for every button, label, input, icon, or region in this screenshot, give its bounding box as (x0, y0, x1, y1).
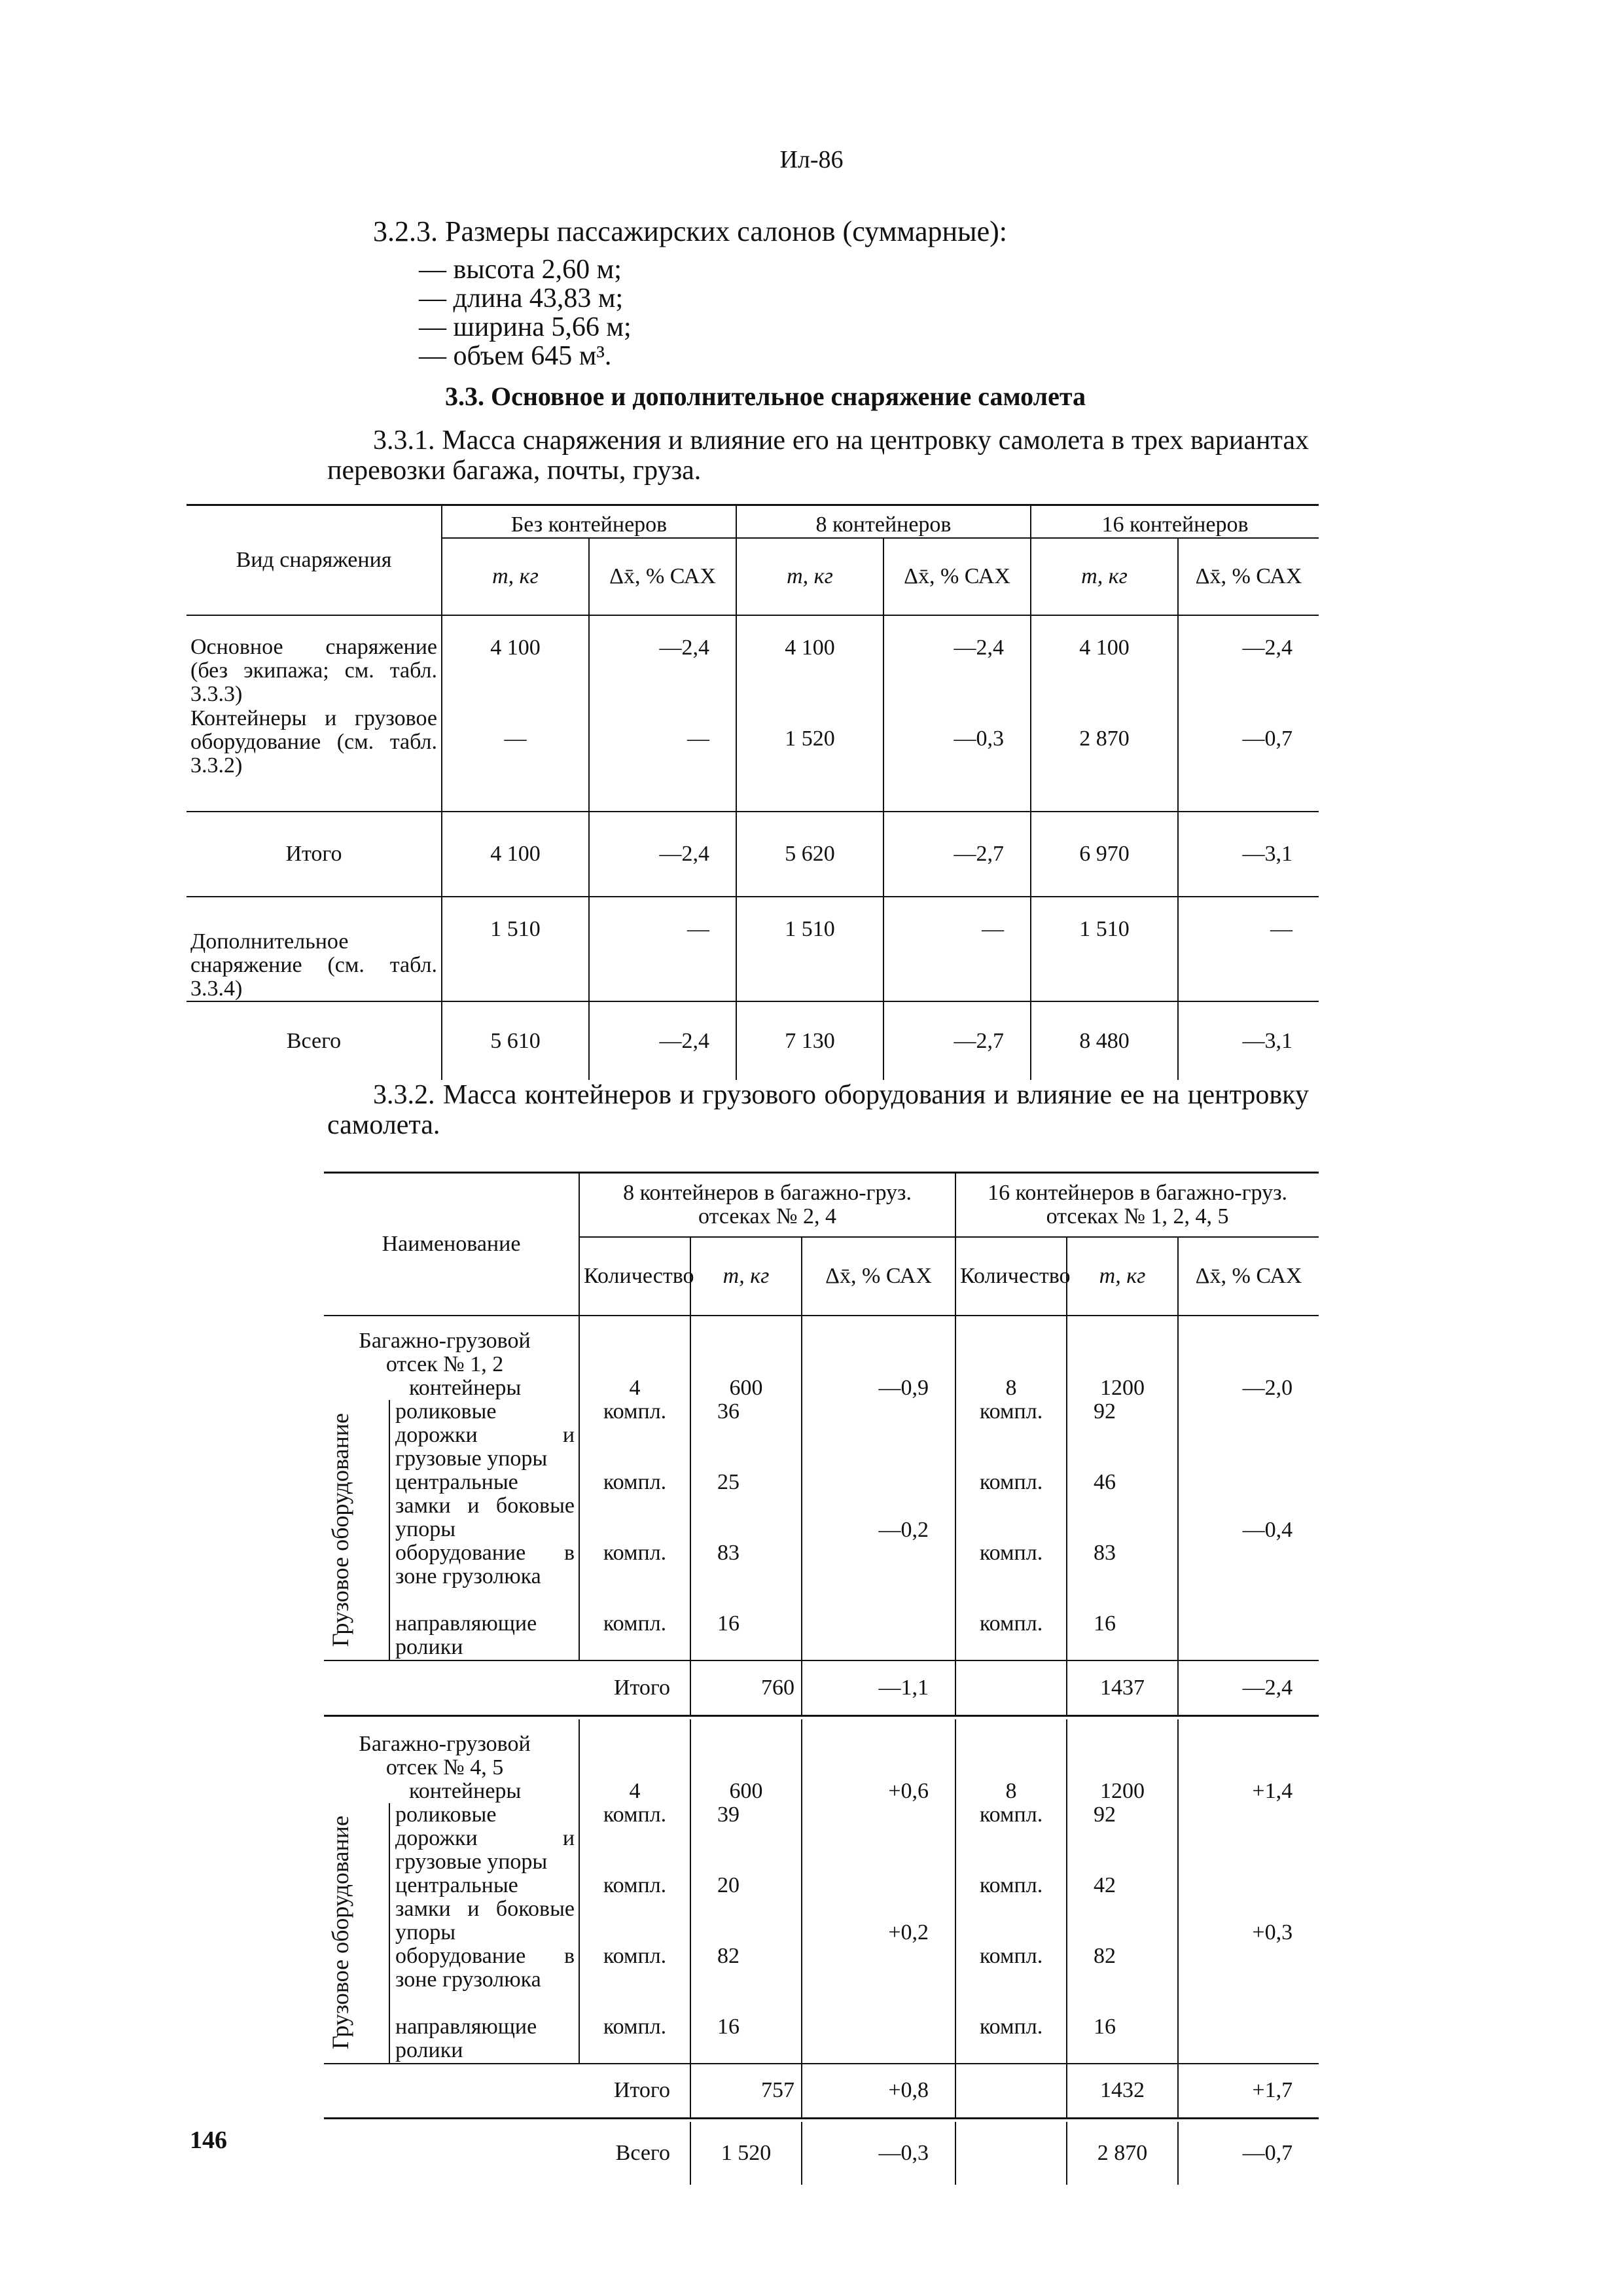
table-row (324, 1376, 1319, 1400)
row-label: Итого (285, 842, 342, 866)
dx-value: —0,9 (802, 1376, 955, 1400)
mass-value: 1 510 (736, 897, 883, 1001)
qty-value: 8 (955, 1376, 1067, 1400)
qty-value: компл. (579, 1400, 690, 1471)
dx-value: — (1178, 897, 1319, 1001)
sub-header-mass: m, кг (736, 538, 883, 615)
qty-value: компл. (579, 1471, 690, 1541)
sub-header-mass: m, кг (1031, 538, 1178, 615)
spec-item: — ширина 5,66 м; (419, 313, 632, 342)
table-row (187, 1001, 1319, 1080)
mass-value: 1437 (1067, 1660, 1178, 1715)
qty-value: компл. (955, 2015, 1067, 2064)
equipment-dx-value: —0,4 (1242, 1517, 1293, 1542)
equipment-item-label: оборудование в зоне грузолюка (389, 1541, 579, 1612)
mass-value: 16 (690, 1612, 802, 1660)
mass-value: 760 (690, 1660, 802, 1715)
mass-value: 83 (1067, 1541, 1178, 1612)
equipment-item-label: оборудование в зоне грузолюка (389, 1945, 579, 2015)
qty-value: компл. (579, 1874, 690, 1945)
row-label: Дополнительное снаряжение (см. табл. 3.3.4) (190, 929, 437, 1001)
qty-value: компл. (955, 1612, 1067, 1660)
mass-value: 42 (1067, 1874, 1178, 1945)
mass-value: 7 130 (736, 1001, 883, 1080)
sub-header-mass: m, кг (442, 538, 589, 615)
sub-header-qty: Количество (579, 1237, 690, 1316)
equipment-dx (802, 1400, 955, 1660)
empty-cell (690, 1316, 802, 1376)
group-header: 8 контейнеров (736, 505, 1031, 539)
subtotal-label: Итого (613, 1675, 671, 1700)
table-row (324, 1400, 1319, 1471)
mass-value: 46 (1067, 1471, 1178, 1541)
qty-value: компл. (955, 1471, 1067, 1541)
equipment-mass-table (187, 504, 1319, 1080)
row-label: Контейнеры и грузовое оборудование (см. табл. 3.3.2) (190, 706, 437, 778)
mass-value: 1 520 (736, 707, 883, 812)
mass-value: 1432 (1067, 2064, 1178, 2119)
mass-value: 25 (690, 1471, 802, 1541)
mass-value: 36 (690, 1400, 802, 1471)
qty-value: компл. (955, 1400, 1067, 1471)
equipment-item-label: направляющие ролики (389, 2015, 579, 2064)
mass-value: 16 (690, 2015, 802, 2064)
dx-value: —0,7 (1178, 707, 1319, 812)
page-header-code: Ил-86 (779, 146, 844, 173)
dx-value: +0,8 (802, 2064, 955, 2119)
table-row (187, 707, 1319, 812)
sub-header-dx: Δx̄, % САХ (802, 1237, 955, 1316)
mass-value: 83 (690, 1541, 802, 1612)
empty-cell (955, 1316, 1067, 1376)
dx-value: —1,1 (802, 1660, 955, 1715)
mass-value: 4 100 (442, 812, 589, 897)
col-header-type: Вид снаряжения (187, 505, 442, 616)
empty-cell (690, 1719, 802, 1780)
dx-value: —2,4 (883, 615, 1031, 707)
mass-value: 20 (690, 1874, 802, 1945)
group-header-16: 16 контейнеров в багажно-груз. отсеках № 1, 2, 4, 5 (955, 1173, 1319, 1238)
mass-value: 16 (1067, 1612, 1178, 1660)
grand-total-label: Всего (615, 2141, 671, 2165)
mass-value: 8 480 (1031, 1001, 1178, 1080)
dx-value: +1,7 (1178, 2064, 1319, 2119)
table-row (324, 1803, 1319, 1874)
subtotal-label: Итого (613, 2078, 671, 2103)
equipment-vertical-label: Грузовое оборудование (327, 1816, 353, 2050)
qty-value: компл. (579, 1541, 690, 1612)
mass-value: 757 (690, 2064, 802, 2119)
section-title: 3.3. Основное и дополнительное снаряжение самолета (445, 382, 1086, 411)
equipment-item-label: центральные замки и боковые упоры (389, 1874, 579, 1945)
sub-header-qty: Количество (955, 1237, 1067, 1316)
qty-value: компл. (579, 2015, 690, 2064)
sub-header-dx: Δx̄, % САХ (1178, 538, 1319, 615)
mass-value: 4 100 (736, 615, 883, 707)
spec-item: — высота 2,60 м; (419, 255, 632, 284)
mass-value: 4 100 (1031, 615, 1178, 707)
equipment-item-label: центральные замки и боковые упоры (389, 1471, 579, 1541)
qty-value: 4 (579, 1376, 690, 1400)
sub-header-dx: Δx̄, % САХ (589, 538, 736, 615)
paragraph-3-3-1: 3.3.1. Масса снаряжения и влияние его на центровку самолета в трех вариантах перевозки багажа, почты, груза. (327, 425, 1309, 486)
mass-value: 92 (1067, 1400, 1178, 1471)
dx-value: —2,4 (589, 812, 736, 897)
spec-item: — длина 43,83 м; (419, 284, 632, 313)
dx-value: —0,3 (802, 2122, 955, 2185)
dx-value: —2,7 (883, 1001, 1031, 1080)
dx-value: —2,4 (589, 1001, 736, 1080)
mass-value: — (442, 707, 589, 812)
sub-header-mass: m, кг (690, 1237, 802, 1316)
mass-value: 39 (690, 1803, 802, 1874)
equipment-dx (1178, 1400, 1319, 1660)
mass-value: 1200 (1067, 1376, 1178, 1400)
mass-value: 5 620 (736, 812, 883, 897)
qty-value: 4 (579, 1780, 690, 1803)
section-title-row (324, 1316, 1319, 1376)
empty-cell (955, 1719, 1067, 1780)
mass-value: 600 (690, 1376, 802, 1400)
dx-value: —2,7 (883, 812, 1031, 897)
empty-cell (579, 1316, 690, 1376)
container-mass-table (324, 1172, 1319, 2185)
dx-value: —0,3 (883, 707, 1031, 812)
empty-cell (579, 1719, 690, 1780)
mass-value: 6 970 (1031, 812, 1178, 897)
mass-value: 1 510 (1031, 897, 1178, 1001)
table-row (187, 897, 1319, 1001)
qty-value: компл. (955, 1874, 1067, 1945)
table-row (187, 812, 1319, 897)
mass-value: 2 870 (1031, 707, 1178, 812)
equipment-dx (802, 1803, 955, 2064)
qty-value: компл. (955, 1803, 1067, 1874)
dx-value: +0,6 (802, 1780, 955, 1803)
equipment-dx-value: —0,2 (878, 1517, 929, 1542)
equipment-dx-value: +0,2 (888, 1920, 929, 1945)
spec-title: 3.2.3. Размеры пассажирских салонов (суммарные): (373, 215, 1008, 247)
section-title: Багажно-грузовой отсек № 1, 2 (359, 1329, 531, 1376)
equipment-item-label: роликовые дорожки и грузовые упоры (389, 1400, 579, 1471)
table-row (187, 615, 1319, 707)
empty-cell (802, 1719, 955, 1780)
dx-value: — (883, 897, 1031, 1001)
dx-value: +1,4 (1178, 1780, 1319, 1803)
mass-value: 16 (1067, 2015, 1178, 2064)
dx-value: —2,4 (1178, 615, 1319, 707)
section-title: Багажно-грузовой отсек № 4, 5 (359, 1731, 531, 1780)
mass-value: 82 (690, 1945, 802, 2015)
page-number: 146 (190, 2126, 227, 2154)
qty-value: компл. (579, 1945, 690, 2015)
mass-value: 92 (1067, 1803, 1178, 1874)
mass-value: 600 (690, 1780, 802, 1803)
dx-value: —2,4 (1178, 1660, 1319, 1715)
mass-value: 4 100 (442, 615, 589, 707)
col-header-name: Наименование (324, 1173, 579, 1316)
qty-value: 8 (955, 1780, 1067, 1803)
qty-value: компл. (579, 1803, 690, 1874)
row-label: Всего (286, 1028, 342, 1053)
qty-value: компл. (955, 1541, 1067, 1612)
dx-value: —3,1 (1178, 1001, 1319, 1080)
subtotal-row (324, 1660, 1319, 1715)
mass-value: 1 520 (690, 2122, 802, 2185)
row-label: Основное снаряжение (без экипажа; см. табл. 3.3.3) (190, 635, 437, 706)
empty-cell (955, 2122, 1067, 2185)
equipment-group-label (324, 1400, 389, 1660)
spec-item: — объем 645 м³. (419, 342, 632, 370)
empty-cell (1067, 1719, 1178, 1780)
empty-cell (955, 2064, 1067, 2119)
section-title-row (324, 1719, 1319, 1780)
spec-list (419, 255, 632, 370)
qty-value: компл. (955, 1945, 1067, 2015)
dx-value: — (589, 707, 736, 812)
equipment-group-label (324, 1803, 389, 2064)
mass-value: 82 (1067, 1945, 1178, 2015)
equipment-dx-value: +0,3 (1252, 1920, 1293, 1945)
mass-value: 5 610 (442, 1001, 589, 1080)
sub-header-mass: m, кг (1067, 1237, 1178, 1316)
group-header: Без контейнеров (442, 505, 736, 539)
table-row (324, 1780, 1319, 1803)
empty-cell (1178, 1719, 1319, 1780)
equipment-item-label: направляющие ролики (389, 1612, 579, 1660)
dx-value: —2,4 (589, 615, 736, 707)
grand-total-row (324, 2122, 1319, 2185)
empty-cell (1178, 1316, 1319, 1376)
subtotal-row (324, 2064, 1319, 2119)
row-label: контейнеры (409, 1778, 522, 1803)
qty-value: компл. (579, 1612, 690, 1660)
row-label: контейнеры (409, 1376, 522, 1400)
group-header-8: 8 контейнеров в багажно-груз. отсеках № 2, 4 (579, 1173, 955, 1238)
empty-cell (802, 1316, 955, 1376)
sub-header-dx: Δx̄, % САХ (1178, 1237, 1319, 1316)
empty-cell (955, 1660, 1067, 1715)
dx-value: — (589, 897, 736, 1001)
mass-value: 1200 (1067, 1780, 1178, 1803)
dx-value: —2,0 (1178, 1376, 1319, 1400)
equipment-item-label: роликовые дорожки и грузовые упоры (389, 1803, 579, 1874)
mass-value: 2 870 (1067, 2122, 1178, 2185)
dx-value: —3,1 (1178, 812, 1319, 897)
group-header: 16 контейнеров (1031, 505, 1319, 539)
sub-header-dx: Δx̄, % САХ (883, 538, 1031, 615)
empty-cell (1067, 1316, 1178, 1376)
equipment-dx (1178, 1803, 1319, 2064)
equipment-vertical-label: Грузовое оборудование (327, 1412, 353, 1647)
dx-value: —0,7 (1178, 2122, 1319, 2185)
mass-value: 1 510 (442, 897, 589, 1001)
paragraph-3-3-2: 3.3.2. Масса контейнеров и грузового оборудования и влияние ее на центровку самолета. (327, 1080, 1309, 1140)
